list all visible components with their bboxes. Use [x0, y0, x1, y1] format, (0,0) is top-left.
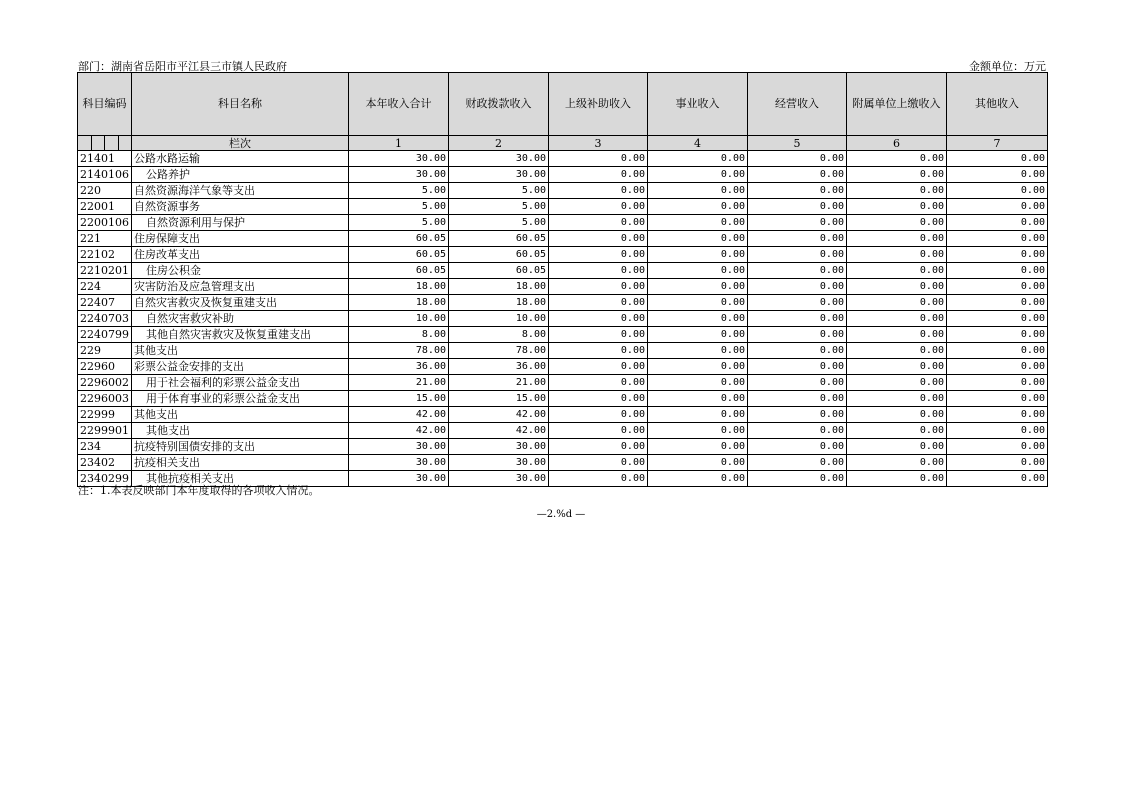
subject-code: 2296002 [78, 375, 132, 391]
column-header: 事业收入 [648, 73, 748, 136]
amount-cell: 0.00 [549, 327, 648, 343]
table-row [78, 151, 1048, 167]
index-number: 5 [748, 136, 847, 151]
index-label: 栏次 [132, 136, 349, 151]
department-label: 部门：湖南省岳阳市平江县三市镇人民政府 [78, 60, 287, 73]
amount-cell: 30.00 [449, 471, 549, 487]
amount-cell: 0.00 [748, 311, 847, 327]
amount-cell: 0.00 [549, 343, 648, 359]
amount-cell: 0.00 [947, 343, 1048, 359]
amount-cell: 0.00 [549, 199, 648, 215]
amount-cell: 0.00 [847, 263, 947, 279]
footnote: 注：1.本表反映部门本年度取得的各项收入情况。 [78, 484, 320, 497]
amount-cell: 30.00 [349, 167, 449, 183]
subject-name: 用于体育事业的彩票公益金支出 [132, 391, 349, 407]
subject-code: 2140106 [78, 167, 132, 183]
subject-code: 2340299 [78, 471, 132, 487]
amount-cell: 0.00 [648, 439, 748, 455]
amount-cell: 0.00 [648, 471, 748, 487]
amount-cell: 0.00 [847, 423, 947, 439]
amount-cell: 0.00 [748, 439, 847, 455]
amount-cell: 0.00 [947, 471, 1048, 487]
amount-cell: 0.00 [947, 199, 1048, 215]
amount-cell: 0.00 [748, 375, 847, 391]
amount-cell: 0.00 [549, 279, 648, 295]
amount-cell: 0.00 [847, 343, 947, 359]
amount-cell: 0.00 [549, 215, 648, 231]
subject-code: 224 [78, 279, 132, 295]
amount-cell: 0.00 [648, 247, 748, 263]
amount-cell: 21.00 [349, 375, 449, 391]
amount-cell: 0.00 [947, 375, 1048, 391]
amount-cell: 36.00 [349, 359, 449, 375]
subject-code: 2210201 [78, 263, 132, 279]
amount-cell: 0.00 [847, 311, 947, 327]
amount-cell: 30.00 [449, 151, 549, 167]
subject-name: 抗疫相关支出 [132, 455, 349, 471]
amount-cell: 0.00 [549, 183, 648, 199]
amount-cell: 0.00 [748, 423, 847, 439]
amount-cell: 0.00 [947, 183, 1048, 199]
amount-cell: 0.00 [549, 231, 648, 247]
amount-cell: 78.00 [449, 343, 549, 359]
table-row [78, 231, 1048, 247]
amount-cell: 0.00 [847, 247, 947, 263]
table-row [78, 359, 1048, 375]
page-number: —2.%d — [536, 509, 586, 520]
index-number: 7 [947, 136, 1048, 151]
amount-cell: 0.00 [748, 231, 847, 247]
table-row [78, 183, 1048, 199]
income-table [77, 72, 1048, 487]
amount-cell: 18.00 [449, 295, 549, 311]
amount-cell: 0.00 [748, 343, 847, 359]
subject-code: 22102 [78, 247, 132, 263]
column-header: 本年收入合计 [349, 73, 449, 136]
amount-cell: 0.00 [648, 359, 748, 375]
amount-cell: 0.00 [748, 471, 847, 487]
amount-cell: 30.00 [349, 455, 449, 471]
amount-cell: 42.00 [449, 423, 549, 439]
index-number: 4 [648, 136, 748, 151]
table-row [78, 391, 1048, 407]
amount-cell: 42.00 [449, 407, 549, 423]
subject-code: 23402 [78, 455, 132, 471]
amount-cell: 42.00 [349, 423, 449, 439]
index-number: 3 [549, 136, 648, 151]
amount-cell: 0.00 [947, 231, 1048, 247]
amount-cell: 0.00 [648, 167, 748, 183]
table-row [78, 327, 1048, 343]
amount-cell: 60.05 [349, 231, 449, 247]
amount-cell: 0.00 [947, 423, 1048, 439]
amount-cell: 0.00 [947, 247, 1048, 263]
subject-code: 22999 [78, 407, 132, 423]
amount-cell: 0.00 [947, 151, 1048, 167]
amount-cell: 0.00 [847, 375, 947, 391]
amount-cell: 30.00 [449, 455, 549, 471]
table-row [78, 423, 1048, 439]
subject-code: 2296003 [78, 391, 132, 407]
amount-cell: 0.00 [748, 263, 847, 279]
amount-cell: 0.00 [549, 391, 648, 407]
amount-cell: 60.05 [449, 247, 549, 263]
amount-cell: 0.00 [748, 407, 847, 423]
amount-cell: 0.00 [947, 167, 1048, 183]
amount-cell: 0.00 [847, 279, 947, 295]
amount-cell: 0.00 [947, 359, 1048, 375]
amount-cell: 30.00 [449, 439, 549, 455]
amount-cell: 60.05 [449, 231, 549, 247]
amount-cell: 15.00 [349, 391, 449, 407]
column-header: 科目名称 [132, 73, 349, 136]
amount-cell: 5.00 [349, 199, 449, 215]
subject-name: 自然灾害救灾补助 [132, 311, 349, 327]
amount-cell: 0.00 [549, 151, 648, 167]
table-row [78, 247, 1048, 263]
amount-cell: 0.00 [549, 455, 648, 471]
amount-cell: 0.00 [748, 199, 847, 215]
amount-cell: 5.00 [349, 215, 449, 231]
amount-cell: 0.00 [748, 151, 847, 167]
amount-cell: 0.00 [847, 391, 947, 407]
amount-cell: 42.00 [349, 407, 449, 423]
index-number: 2 [449, 136, 549, 151]
amount-cell: 0.00 [648, 231, 748, 247]
amount-cell: 0.00 [748, 215, 847, 231]
amount-cell: 0.00 [847, 167, 947, 183]
amount-cell: 0.00 [648, 311, 748, 327]
subject-code: 22960 [78, 359, 132, 375]
amount-cell: 78.00 [349, 343, 449, 359]
subject-code: 22001 [78, 199, 132, 215]
subject-name: 其他支出 [132, 423, 349, 439]
amount-cell: 0.00 [847, 439, 947, 455]
column-header: 科目编码 [78, 73, 132, 136]
amount-cell: 60.05 [349, 263, 449, 279]
index-number: 6 [847, 136, 947, 151]
subject-code: 229 [78, 343, 132, 359]
amount-cell: 18.00 [349, 295, 449, 311]
column-header: 其他收入 [947, 73, 1048, 136]
subject-name: 其他支出 [132, 407, 349, 423]
amount-cell: 18.00 [349, 279, 449, 295]
amount-cell: 0.00 [648, 407, 748, 423]
amount-cell: 0.00 [648, 343, 748, 359]
header-row [78, 73, 1048, 136]
amount-cell: 60.05 [449, 263, 549, 279]
subject-name: 公路养护 [132, 167, 349, 183]
amount-cell: 0.00 [549, 247, 648, 263]
amount-cell: 0.00 [648, 327, 748, 343]
amount-cell: 0.00 [847, 151, 947, 167]
subject-code: 221 [78, 231, 132, 247]
index-code-cell [78, 136, 132, 151]
subject-name: 灾害防治及应急管理支出 [132, 279, 349, 295]
amount-cell: 0.00 [549, 439, 648, 455]
amount-cell: 0.00 [748, 247, 847, 263]
subject-name: 其他自然灾害救灾及恢复重建支出 [132, 327, 349, 343]
amount-cell: 60.05 [349, 247, 449, 263]
amount-cell: 0.00 [748, 183, 847, 199]
amount-cell: 0.00 [748, 455, 847, 471]
table-row [78, 167, 1048, 183]
amount-cell: 5.00 [449, 215, 549, 231]
subject-name: 自然资源事务 [132, 199, 349, 215]
table-row [78, 343, 1048, 359]
amount-cell: 0.00 [947, 327, 1048, 343]
subject-name: 住房公积金 [132, 263, 349, 279]
amount-cell: 0.00 [549, 295, 648, 311]
amount-cell: 0.00 [947, 215, 1048, 231]
amount-cell: 0.00 [847, 231, 947, 247]
subject-code: 2240703 [78, 311, 132, 327]
amount-cell: 0.00 [847, 471, 947, 487]
amount-cell: 5.00 [349, 183, 449, 199]
amount-cell: 0.00 [847, 455, 947, 471]
amount-cell: 0.00 [947, 407, 1048, 423]
amount-cell: 0.00 [748, 295, 847, 311]
subject-name: 住房改革支出 [132, 247, 349, 263]
amount-cell: 0.00 [648, 263, 748, 279]
amount-cell: 30.00 [349, 471, 449, 487]
subject-code: 220 [78, 183, 132, 199]
table-row [78, 215, 1048, 231]
subject-name: 用于社会福利的彩票公益金支出 [132, 375, 349, 391]
subject-code: 2240799 [78, 327, 132, 343]
amount-cell: 0.00 [847, 327, 947, 343]
column-header: 经营收入 [748, 73, 847, 136]
amount-cell: 18.00 [449, 279, 549, 295]
amount-unit-label: 金额单位：万元 [969, 60, 1046, 73]
amount-cell: 0.00 [648, 295, 748, 311]
table-row [78, 263, 1048, 279]
amount-cell: 0.00 [947, 391, 1048, 407]
amount-cell: 5.00 [449, 199, 549, 215]
amount-cell: 0.00 [648, 215, 748, 231]
table-row [78, 375, 1048, 391]
amount-cell: 0.00 [549, 407, 648, 423]
subject-name: 住房保障支出 [132, 231, 349, 247]
column-header: 财政拨款收入 [449, 73, 549, 136]
amount-cell: 0.00 [947, 439, 1048, 455]
amount-cell: 21.00 [449, 375, 549, 391]
subject-code: 22407 [78, 295, 132, 311]
table-row [78, 455, 1048, 471]
table-body [78, 151, 1048, 487]
amount-cell: 0.00 [748, 359, 847, 375]
amount-cell: 0.00 [847, 295, 947, 311]
amount-cell: 0.00 [549, 263, 648, 279]
amount-cell: 0.00 [549, 359, 648, 375]
subject-name: 彩票公益金安排的支出 [132, 359, 349, 375]
subject-name: 自然资源海洋气象等支出 [132, 183, 349, 199]
subject-name: 自然灾害救灾及恢复重建支出 [132, 295, 349, 311]
subject-name: 公路水路运输 [132, 151, 349, 167]
amount-cell: 0.00 [748, 167, 847, 183]
amount-cell: 0.00 [648, 199, 748, 215]
amount-cell: 0.00 [748, 327, 847, 343]
amount-cell: 0.00 [847, 183, 947, 199]
table-row [78, 199, 1048, 215]
amount-cell: 0.00 [648, 279, 748, 295]
amount-cell: 0.00 [648, 183, 748, 199]
amount-cell: 15.00 [449, 391, 549, 407]
amount-cell: 0.00 [947, 311, 1048, 327]
amount-cell: 0.00 [947, 455, 1048, 471]
table-row [78, 439, 1048, 455]
amount-cell: 36.00 [449, 359, 549, 375]
amount-cell: 0.00 [947, 279, 1048, 295]
subject-code: 2200106 [78, 215, 132, 231]
subject-code: 21401 [78, 151, 132, 167]
amount-cell: 0.00 [947, 263, 1048, 279]
amount-cell: 0.00 [549, 167, 648, 183]
amount-cell: 0.00 [648, 391, 748, 407]
amount-cell: 0.00 [648, 423, 748, 439]
subject-name: 自然资源利用与保护 [132, 215, 349, 231]
column-header: 上级补助收入 [549, 73, 648, 136]
amount-cell: 5.00 [449, 183, 549, 199]
amount-cell: 0.00 [748, 391, 847, 407]
amount-cell: 30.00 [349, 151, 449, 167]
amount-cell: 0.00 [847, 407, 947, 423]
subject-code: 234 [78, 439, 132, 455]
amount-cell: 0.00 [648, 151, 748, 167]
amount-cell: 0.00 [549, 423, 648, 439]
index-number: 1 [349, 136, 449, 151]
subject-name: 其他支出 [132, 343, 349, 359]
amount-cell: 30.00 [449, 167, 549, 183]
amount-cell: 0.00 [947, 295, 1048, 311]
amount-cell: 0.00 [648, 455, 748, 471]
amount-cell: 30.00 [349, 439, 449, 455]
amount-cell: 0.00 [847, 199, 947, 215]
amount-cell: 10.00 [349, 311, 449, 327]
table-row [78, 295, 1048, 311]
amount-cell: 8.00 [449, 327, 549, 343]
amount-cell: 10.00 [449, 311, 549, 327]
amount-cell: 0.00 [847, 215, 947, 231]
amount-cell: 0.00 [549, 375, 648, 391]
amount-cell: 0.00 [648, 375, 748, 391]
amount-cell: 0.00 [748, 279, 847, 295]
amount-cell: 8.00 [349, 327, 449, 343]
subject-name: 其他抗疫相关支出 [132, 471, 349, 487]
amount-cell: 0.00 [549, 471, 648, 487]
amount-cell: 0.00 [847, 359, 947, 375]
table-row [78, 279, 1048, 295]
table-row [78, 311, 1048, 327]
column-header: 附属单位上缴收入 [847, 73, 947, 136]
subject-code: 2299901 [78, 423, 132, 439]
subject-name: 抗疫特别国债安排的支出 [132, 439, 349, 455]
table-row [78, 407, 1048, 423]
index-row [78, 136, 1048, 151]
amount-cell: 0.00 [549, 311, 648, 327]
